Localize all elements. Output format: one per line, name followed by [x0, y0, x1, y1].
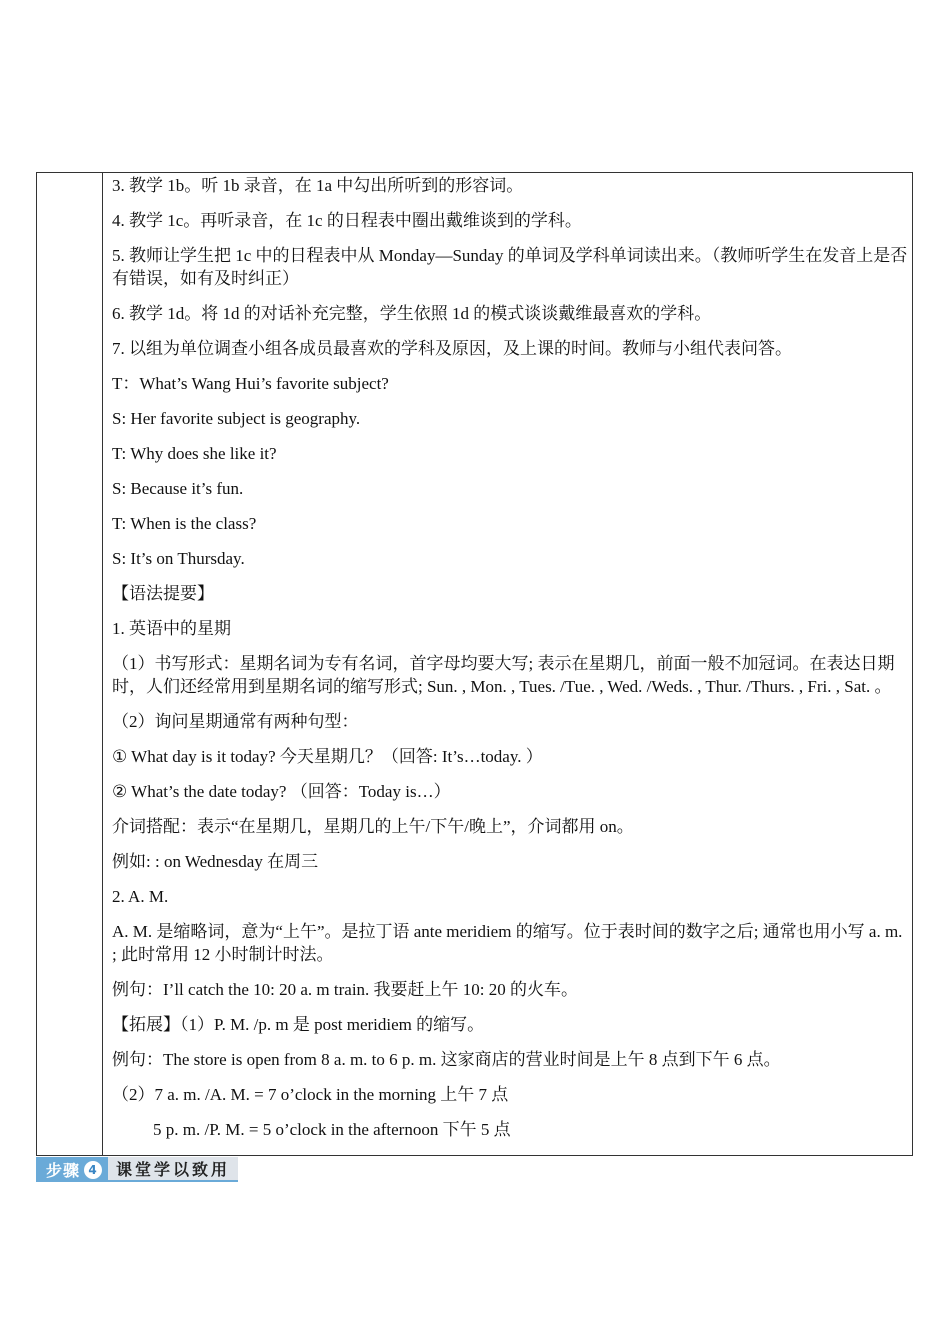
paragraph-step-3: 3. 教学 1b。听 1b 录音，在 1a 中勾出所听到的形容词。	[112, 176, 524, 195]
grammar-point-1-writing: （1）书写形式：星期名词为专有名词，首字母均要大写; 表示在星期几，前面一般不加冠词。在表达日期时，人们还经常用到星期名词的缩写形式; Sun. , Mon. , Tues. /Tue. , Wed. /Weds. , Thur. /Thurs. , Fri. , Sat. 。	[112, 654, 895, 696]
question-pattern-1: ① What day is it today? 今天星期几？（回答: It’s…today. ）	[112, 747, 543, 766]
step-label-text: 步骤	[46, 1161, 81, 1180]
lesson-table	[36, 172, 913, 1156]
preposition-example: 例如: : on Wednesday 在周三	[112, 852, 319, 871]
table-content-cell	[112, 174, 908, 1153]
dialogue-line-5: T: When is the class?	[112, 514, 257, 533]
dialogue-line-2: S: Her favorite subject is geography.	[112, 409, 361, 428]
preposition-note: 介词搭配：表示“在星期几，星期几的上午/下午/晚上”，介词都用 on。	[112, 817, 634, 836]
extension-example: 例句：The store is open from 8 a. m. to 6 p. m. 这家商店的营业时间是上午 8 点到下午 6 点。	[112, 1050, 781, 1069]
grammar-point-2-body: A. M. 是缩略词，意为“上午”。是拉丁语 ante meridiem 的缩写。位于表时间的数字之后; 通常也用小写 a. m. ; 此时常用 12 小时制计时法。	[112, 922, 903, 964]
paragraph-step-7: 7. 以组为单位调查小组各成员最喜欢的学科及原因，及上课的时间。教师与小组代表问答。	[112, 339, 792, 358]
dialogue-line-3: T: Why does she like it?	[112, 444, 277, 463]
step-banner	[36, 1157, 238, 1182]
paragraph-step-5: 5. 教师让学生把 1c 中的日程表中从 Monday—Sunday 的单词及学科单词读出来。（教师听学生在发音上是否有错误，如有及时纠正）	[112, 246, 908, 288]
dialogue-line-4: S: Because it’s fun.	[112, 479, 244, 498]
dialogue-line-6: S: It’s on Thursday.	[112, 549, 245, 568]
step-number-badge: 4	[84, 1161, 102, 1179]
table-left-column	[37, 173, 103, 1155]
grammar-point-1-questions: （2）询问星期通常有两种句型：	[112, 712, 359, 731]
extension-point-2: （2）7 a. m. /A. M. = 7 o’clock in the morning 上午 7 点	[112, 1085, 509, 1104]
extension-heading: 【拓展】（1）P. M. /p. m 是 post meridiem 的缩写。	[112, 1015, 485, 1034]
extension-point-2-cont: 5 p. m. /P. M. = 5 o’clock in the afternoon 下午 5 点	[153, 1120, 511, 1139]
grammar-point-2-example: 例句：I’ll catch the 10: 20 a. m train. 我要赶上午 10: 20 的火车。	[112, 980, 579, 999]
grammar-point-2-title: 2. A. M.	[112, 887, 169, 906]
step-label	[36, 1157, 108, 1182]
question-pattern-2: ② What’s the date today? （回答：Today is…）	[112, 782, 451, 801]
dialogue-line-1: T：What’s Wang Hui’s favorite subject?	[112, 374, 389, 393]
paragraph-step-6: 6. 教学 1d。将 1d 的对话补充完整，学生依照 1d 的模式谈谈戴维最喜欢的学科。	[112, 304, 712, 323]
grammar-point-1-title: 1. 英语中的星期	[112, 619, 231, 638]
step-title: 课堂学以致用	[108, 1157, 238, 1182]
grammar-heading: 【语法提要】	[112, 584, 214, 603]
paragraph-step-4: 4. 教学 1c。再听录音，在 1c 的日程表中圈出戴维谈到的学科。	[112, 211, 582, 230]
